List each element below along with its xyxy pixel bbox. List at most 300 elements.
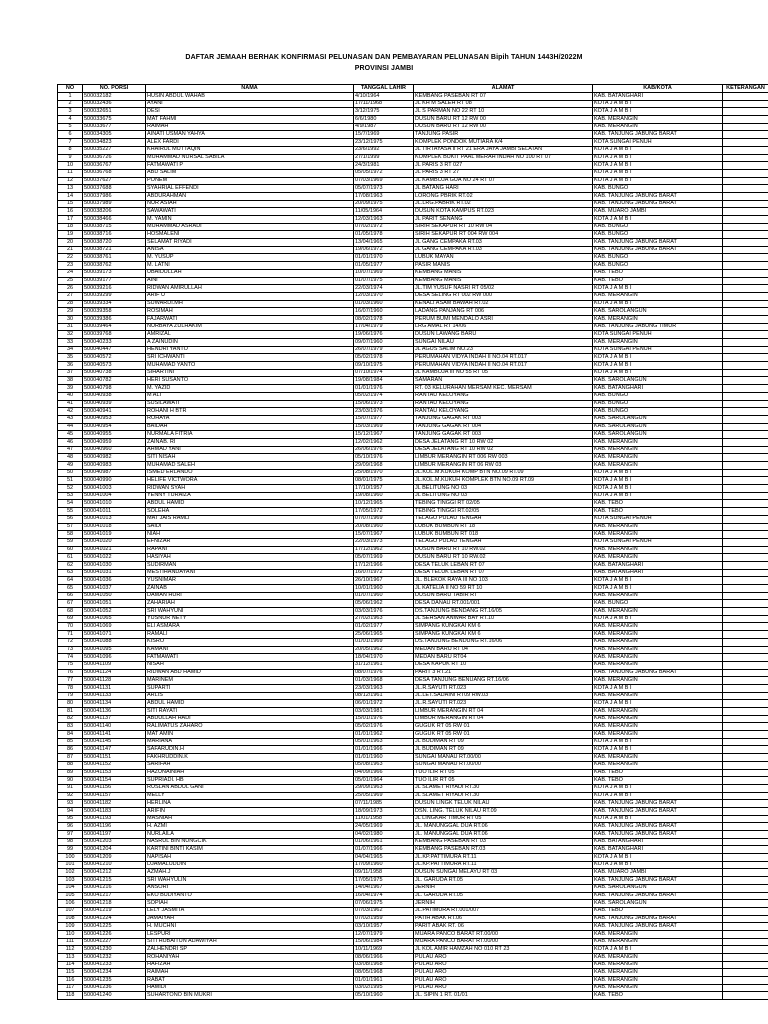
cell-alamat: RANTAU KELOYANG: [414, 408, 593, 416]
table-row: [58, 362, 768, 370]
cell-no-porsi: 500041230: [83, 946, 146, 954]
cell-nama: SIHARTINI: [146, 369, 354, 377]
cell-no: 52: [58, 485, 83, 493]
cell-no-porsi: 500040447: [83, 346, 146, 354]
cell-nama: SUPRIADI. HB: [146, 777, 354, 785]
cell-no: 7: [58, 139, 83, 147]
cell-no-porsi: 500041011: [83, 508, 146, 516]
cell-no: 32: [58, 331, 83, 339]
cell-nama: SOLEHA: [146, 508, 354, 516]
cell-tanggal-lahir: 07/03/1962: [354, 907, 414, 915]
cell-no-porsi: 500041196: [83, 823, 146, 831]
cell-keterangan: [723, 930, 768, 938]
cell-no-porsi: 500041140: [83, 723, 146, 731]
cell-no-porsi: 500036768: [83, 169, 146, 177]
cell-nama: KAMANI: [146, 646, 354, 654]
cell-kab-kota: KOTA J A M B I: [593, 100, 723, 108]
cell-no-porsi: 500037688: [83, 185, 146, 193]
cell-alamat: DUSUN BARU RT 10 RW.02: [414, 546, 593, 554]
table-row: [58, 239, 768, 247]
cell-no: 54: [58, 500, 83, 508]
cell-kab-kota: KOTA J A M B I: [593, 169, 723, 177]
cell-kab-kota: KAB. MERANGIN: [593, 592, 723, 600]
cell-no-porsi: 500041203: [83, 838, 146, 846]
cell-kab-kota: KAB. MERANGIN: [593, 623, 723, 631]
cell-no: 67: [58, 600, 83, 608]
cell-keterangan: [723, 846, 768, 854]
cell-nama: ZAINAB. RI: [146, 438, 354, 446]
cell-no: 33: [58, 339, 83, 347]
cell-kab-kota: KAB. MERANGIN: [593, 930, 723, 938]
cell-no: 112: [58, 946, 83, 954]
table-row: [58, 884, 768, 892]
cell-no: 100: [58, 854, 83, 862]
cell-kab-kota: KOTA J A M B I: [593, 784, 723, 792]
cell-kab-kota: KAB. BUNGO: [593, 262, 723, 270]
cell-nama: KISRO: [146, 638, 354, 646]
cell-no: 8: [58, 146, 83, 154]
cell-alamat: TEBING TINGGI RT 02/05: [414, 500, 593, 508]
cell-no: 22: [58, 254, 83, 262]
cell-no: 27: [58, 292, 83, 300]
cell-kab-kota: KAB. TANJUNG JABUNG BARAT: [593, 923, 723, 931]
cell-kab-kota: KAB. TANJUNG JABUNG BARAT: [593, 800, 723, 808]
cell-alamat: LIMBUR MERANGIN RT 04: [414, 708, 593, 716]
cell-keterangan: [723, 362, 768, 370]
cell-no-porsi: 500041065: [83, 615, 146, 623]
cell-keterangan: [723, 569, 768, 577]
cell-nama: HENDRI YANTO: [146, 346, 354, 354]
table-row: [58, 315, 768, 323]
cell-tanggal-lahir: 26/07/1979: [354, 346, 414, 354]
cell-nama: RAIMAH: [146, 969, 354, 977]
cell-keterangan: [723, 777, 768, 785]
cell-no-porsi: 500038720: [83, 239, 146, 247]
cell-nama: M. YAMIN: [146, 216, 354, 224]
cell-keterangan: [723, 715, 768, 723]
cell-no: 103: [58, 877, 83, 885]
table-row: [58, 615, 768, 623]
table-row: [58, 831, 768, 839]
cell-alamat: LUBUK MAYAN: [414, 254, 593, 262]
cell-tanggal-lahir: 03/03/1981: [354, 708, 414, 716]
cell-kab-kota: KAB. MERANGIN: [593, 646, 723, 654]
table-row: [58, 815, 768, 823]
cell-alamat: SUNGAI MANAU RT.00/00: [414, 754, 593, 762]
cell-nama: HAZUNAINIAH: [146, 769, 354, 777]
cell-nama: ZAHARIAH: [146, 600, 354, 608]
cell-no-porsi: 500041051: [83, 600, 146, 608]
cell-kab-kota: KAB. BATANGHARI: [593, 93, 723, 101]
cell-tanggal-lahir: 25/05/1969: [354, 792, 414, 800]
cell-no-porsi: 500033675: [83, 116, 146, 124]
cell-nama: ARIFIN: [146, 807, 354, 815]
cell-tanggal-lahir: 15/7/1969: [354, 131, 414, 139]
cell-no-porsi: 500041209: [83, 854, 146, 862]
cell-no-porsi: 500041071: [83, 631, 146, 639]
table-row: [58, 700, 768, 708]
cell-alamat: MEDAN BARU RT04: [414, 654, 593, 662]
cell-alamat: JL BATANG HARI: [414, 185, 593, 193]
cell-no: 107: [58, 907, 83, 915]
cell-tanggal-lahir: 17/12/1962: [354, 546, 414, 554]
cell-kab-kota: KAB. BUNGO: [593, 223, 723, 231]
cell-keterangan: [723, 692, 768, 700]
cell-keterangan: [723, 462, 768, 470]
cell-nama: ANSORI: [146, 884, 354, 892]
cell-nama: SYAHRIAL EFFENDI: [146, 185, 354, 193]
table-row: [58, 592, 768, 600]
cell-kab-kota: KAB. TANJUNG JABUNG TIMUR: [593, 323, 723, 331]
cell-alamat: DUSUN LAWANG BARU: [414, 331, 593, 339]
cell-no-porsi: 500041004: [83, 492, 146, 500]
cell-kab-kota: KAB. TANJUNG JABUNG BARAT: [593, 239, 723, 247]
cell-kab-kota: KOTA J A M B I: [593, 815, 723, 823]
cell-alamat: KEMBANG MANIS: [414, 277, 593, 285]
cell-no-porsi: 500041236: [83, 984, 146, 992]
table-row: [58, 408, 768, 416]
cell-no: 40: [58, 392, 83, 400]
cell-no-porsi: 500040738: [83, 369, 146, 377]
table-row: [58, 169, 768, 177]
cell-no-porsi: 500041124: [83, 669, 146, 677]
cell-tanggal-lahir: 15/07/1967: [354, 531, 414, 539]
cell-no: 113: [58, 954, 83, 962]
cell-alamat: TEBING TINGGI RT.02/05: [414, 508, 593, 516]
cell-nama: SUPARTI: [146, 684, 354, 692]
cell-kab-kota: KAB. SAROLANGUN: [593, 900, 723, 908]
cell-no: 102: [58, 869, 83, 877]
cell-nama: NURLAILA: [146, 831, 354, 839]
cell-nama: HUSIN ABDUL WAHAB: [146, 93, 354, 101]
table-row: [58, 254, 768, 262]
cell-kab-kota: KOTA J A M B I: [593, 615, 723, 623]
cell-keterangan: [723, 415, 768, 423]
cell-no: 84: [58, 731, 83, 739]
cell-tanggal-lahir: 05/02/1978: [354, 354, 414, 362]
cell-tanggal-lahir: 17/12/1966: [354, 561, 414, 569]
cell-kab-kota: KOTA J A M B I: [593, 477, 723, 485]
cell-keterangan: [723, 492, 768, 500]
cell-nama: RUSLAN ABDUL GANI: [146, 784, 354, 792]
cell-tanggal-lahir: 06/01/1972: [354, 700, 414, 708]
cell-nama: M. YUSUP: [146, 254, 354, 262]
cell-keterangan: [723, 623, 768, 631]
cell-no: 98: [58, 838, 83, 846]
cell-tanggal-lahir: 19/08/1960: [354, 492, 414, 500]
cell-nama: DAMAN HURI: [146, 592, 354, 600]
cell-nama: SITI HUBAITUN ADAWIYAH: [146, 938, 354, 946]
cell-keterangan: [723, 700, 768, 708]
table-row: [58, 446, 768, 454]
cell-keterangan: [723, 723, 768, 731]
cell-tanggal-lahir: 05/01/1964: [354, 777, 414, 785]
cell-tanggal-lahir: 05/02/1974: [354, 392, 414, 400]
cell-tanggal-lahir: 05/01/1963: [354, 738, 414, 746]
cell-tanggal-lahir: 22/03/1973: [354, 538, 414, 546]
cell-nama: KHAIRUL MUTTAQIN: [146, 146, 354, 154]
cell-nama: SAIDI: [146, 523, 354, 531]
cell-keterangan: [723, 131, 768, 139]
cell-alamat: JL.TIM YUSUF NASRI RT 05/02: [414, 285, 593, 293]
cell-nama: HERI SUSANTO: [146, 377, 354, 385]
cell-alamat: JL KAMBOJA GUA NO 24 RT 07: [414, 177, 593, 185]
cell-kab-kota: KAB. TEBO: [593, 500, 723, 508]
cell-kab-kota: KAB. TEBO: [593, 277, 723, 285]
cell-nama: SAFARUDIN.H: [146, 746, 354, 754]
cell-no: 80: [58, 700, 83, 708]
cell-keterangan: [723, 869, 768, 877]
cell-alamat: MEDAN BARU RT 04: [414, 646, 593, 654]
table-row: [58, 146, 768, 154]
table-row: [58, 531, 768, 539]
cell-alamat: SUNGAI NILAU: [414, 339, 593, 347]
cell-no-porsi: 500041151: [83, 754, 146, 762]
cell-kab-kota: KAB. MERANGIN: [593, 661, 723, 669]
cell-keterangan: [723, 992, 768, 1000]
cell-no: 49: [58, 462, 83, 470]
cell-tanggal-lahir: 09/10/1975: [354, 362, 414, 370]
cell-tanggal-lahir: 03/03/1976: [354, 608, 414, 616]
table-row: [58, 523, 768, 531]
cell-nama: M. LATNI: [146, 262, 354, 270]
cell-no: 38: [58, 377, 83, 385]
cell-tanggal-lahir: 07/11/1985: [354, 800, 414, 808]
cell-keterangan: [723, 961, 768, 969]
cell-tanggal-lahir: 11/05/1964: [354, 208, 414, 216]
table-row: [58, 246, 768, 254]
table-row: [58, 554, 768, 562]
cell-no: 28: [58, 300, 83, 308]
cell-kab-kota: KAB. BUNGO: [593, 392, 723, 400]
cell-tanggal-lahir: 23/03/1976: [354, 408, 414, 416]
cell-tanggal-lahir: 3/12/1975: [354, 108, 414, 116]
cell-no: 21: [58, 246, 83, 254]
cell-alamat: PASIR MANIS: [414, 262, 593, 270]
cell-alamat: KOMPLEK BUKIT PAAL MERAH INDAH NO 100 RT 07: [414, 154, 593, 162]
cell-nama: SUHARTONO BIN MUKRI: [146, 992, 354, 1000]
cell-nama: ANISA: [146, 246, 354, 254]
cell-alamat: JL.KP.PATTIMURA RT.11: [414, 861, 593, 869]
table-row: [58, 869, 768, 877]
cell-no-porsi: 500040955: [83, 431, 146, 439]
cell-alamat: KOMPLEK PONDOK MUTIARA K/4: [414, 139, 593, 147]
cell-alamat: JL.KOL.M.KUKUH KOMP BTN NO.09 RT.09: [414, 469, 593, 477]
cell-no: 16: [58, 208, 83, 216]
table-row: [58, 708, 768, 716]
header-keterangan: KETERANGAN: [723, 85, 768, 93]
cell-keterangan: [723, 315, 768, 323]
table-row: [58, 800, 768, 808]
cell-tanggal-lahir: 01/07/1975: [354, 277, 414, 285]
cell-no: 99: [58, 846, 83, 854]
cell-nama: DJAMALUDDIN: [146, 861, 354, 869]
cell-alamat: SIRIH SEKAPUR RT 004 RW 004: [414, 231, 593, 239]
cell-alamat: JL BELITUNG NO 03: [414, 492, 593, 500]
cell-kab-kota: KOTA J A M B I: [593, 854, 723, 862]
cell-nama: NASRUL BIN NUNGCIK: [146, 838, 354, 846]
cell-nama: ALEX FARDI: [146, 139, 354, 147]
cell-alamat: JL. MANUNGGAL DUA RT.06: [414, 831, 593, 839]
table-row: [58, 961, 768, 969]
cell-alamat: GUGUK RT 05 RW 01: [414, 731, 593, 739]
cell-nama: MAT JAIS RAMLI: [146, 515, 354, 523]
cell-kab-kota: KAB. MERANGIN: [593, 961, 723, 969]
cell-tanggal-lahir: 26/06/1976: [354, 446, 414, 454]
cell-tanggal-lahir: 19/06/1972: [354, 246, 414, 254]
cell-tanggal-lahir: 14/04/1967: [354, 884, 414, 892]
cell-nama: MARIANA: [146, 738, 354, 746]
cell-keterangan: [723, 561, 768, 569]
cell-tanggal-lahir: 23/6/1992: [354, 146, 414, 154]
table-row: [58, 369, 768, 377]
cell-no: 3: [58, 108, 83, 116]
table-row: [58, 323, 768, 331]
cell-nama: ROSIMAH: [146, 308, 354, 316]
cell-no: 77: [58, 677, 83, 685]
cell-alamat: SUNGAI MANAU RT.00/00: [414, 761, 593, 769]
cell-nama: FAKHRUDDIN.K: [146, 754, 354, 762]
cell-keterangan: [723, 285, 768, 293]
cell-kab-kota: KAB. TANJUNG JABUNG BARAT: [593, 669, 723, 677]
cell-kab-kota: KAB. MUARO JAMBI: [593, 869, 723, 877]
cell-tanggal-lahir: 03/02/1995: [354, 984, 414, 992]
cell-no: 5: [58, 123, 83, 131]
cell-tanggal-lahir: 19/06/1976: [354, 331, 414, 339]
table-row: [58, 438, 768, 446]
table-row: [58, 677, 768, 685]
cell-tanggal-lahir: 01/01/1962: [354, 731, 414, 739]
cell-no-porsi: 500040960: [83, 446, 146, 454]
cell-kab-kota: KOTA SUNGAI PENUH: [593, 515, 723, 523]
cell-tanggal-lahir: 01/01/1966: [354, 746, 414, 754]
cell-keterangan: [723, 277, 768, 285]
table-row: [58, 538, 768, 546]
cell-alamat: JL.PATIMURA RT.001/007: [414, 907, 593, 915]
cell-nama: RAIMAH: [146, 123, 354, 131]
cell-no: 66: [58, 592, 83, 600]
cell-nama: HELIFE VICTWORA: [146, 477, 354, 485]
cell-alamat: LIMBUR MERANGIN RT 006 RW 003: [414, 454, 593, 462]
cell-nama: SUDIRMAN: [146, 561, 354, 569]
cell-no-porsi: 500041204: [83, 846, 146, 854]
cell-alamat: DS.TANJUNG BENDUNG RT.16/06: [414, 638, 593, 646]
cell-kab-kota: KAB. MERANGIN: [593, 315, 723, 323]
cell-kab-kota: KOTA J A M B I: [593, 108, 723, 116]
cell-keterangan: [723, 769, 768, 777]
cell-alamat: JL. BLEKOK RAYA III NO 103: [414, 577, 593, 585]
cell-alamat: DSN. LING. TELUK NILAU RT.09: [414, 807, 593, 815]
cell-nama: FATMAWATI P: [146, 162, 354, 170]
cell-tanggal-lahir: 17/10/1957: [354, 485, 414, 493]
cell-no-porsi: 500033677: [83, 123, 146, 131]
cell-keterangan: [723, 654, 768, 662]
cell-alamat: PARIT ABAK RT. 06: [414, 923, 593, 931]
cell-no-porsi: 500032182: [83, 93, 146, 101]
cell-no-porsi: 500032651: [83, 108, 146, 116]
cell-keterangan: [723, 300, 768, 308]
table-row: [58, 292, 768, 300]
cell-no-porsi: 500041030: [83, 561, 146, 569]
cell-nama: SUSILAWATI: [146, 400, 354, 408]
cell-alamat: RT. 03 KELURAHAN MERSAM KEC. MERSAM: [414, 385, 593, 393]
cell-alamat: TANJUNG PASIR: [414, 131, 593, 139]
cell-keterangan: [723, 246, 768, 254]
table-row: [58, 346, 768, 354]
cell-kab-kota: KOTA J A M B I: [593, 300, 723, 308]
cell-no-porsi: 500041137: [83, 715, 146, 723]
cell-no-porsi: 500040233: [83, 339, 146, 347]
cell-no: 18: [58, 223, 83, 231]
cell-tanggal-lahir: 01/05/1978: [354, 231, 414, 239]
cell-kab-kota: KAB. TANJUNG JABUNG BARAT: [593, 200, 723, 208]
table-row: [58, 600, 768, 608]
cell-kab-kota: KOTA J A M B I: [593, 154, 723, 162]
cell-kab-kota: KOTA J A M B I: [593, 485, 723, 493]
cell-keterangan: [723, 708, 768, 716]
cell-no-porsi: 500041018: [83, 523, 146, 531]
cell-tanggal-lahir: 10/11/1969: [354, 946, 414, 954]
cell-no: 39: [58, 385, 83, 393]
cell-nama: NURMALA FITRIA: [146, 431, 354, 439]
cell-keterangan: [723, 738, 768, 746]
cell-keterangan: [723, 116, 768, 124]
cell-no: 63: [58, 569, 83, 577]
cell-no-porsi: 500039768: [83, 331, 146, 339]
cell-tanggal-lahir: 08/07/1976: [354, 669, 414, 677]
cell-tanggal-lahir: 17/05/1972: [354, 508, 414, 516]
cell-nama: ARIF U: [146, 292, 354, 300]
cell-alamat: JL. GARUDA RT.05: [414, 892, 593, 900]
cell-kab-kota: KOTA SUNGAI PENUH: [593, 346, 723, 354]
cell-no: 68: [58, 608, 83, 616]
cell-nama: MAT FAHMI: [146, 116, 354, 124]
cell-tanggal-lahir: 17/05/1975: [354, 877, 414, 885]
cell-no: 87: [58, 754, 83, 762]
cell-nama: NURBAYA ZULHAKIM: [146, 323, 354, 331]
table-body: [58, 93, 768, 1000]
cell-no-porsi: 500041233: [83, 961, 146, 969]
cell-tanggal-lahir: 12/07/1979: [354, 930, 414, 938]
cell-no: 45: [58, 431, 83, 439]
cell-no: 82: [58, 715, 83, 723]
table-row: [58, 123, 768, 131]
cell-kab-kota: KAB. MERANGIN: [593, 454, 723, 462]
cell-no: 53: [58, 492, 83, 500]
cell-no-porsi: 500041218: [83, 900, 146, 908]
cell-nama: HOSMALENI: [146, 231, 354, 239]
cell-keterangan: [723, 354, 768, 362]
cell-tanggal-lahir: 25/08/1970: [354, 469, 414, 477]
cell-alamat: DESA JELATANG RT 10 RW 02: [414, 438, 593, 446]
cell-no-porsi: 500041134: [83, 700, 146, 708]
table-row: [58, 339, 768, 347]
table-row: [58, 308, 768, 316]
table-row: [58, 784, 768, 792]
cell-no: 11: [58, 169, 83, 177]
cell-no-porsi: 500038206: [83, 208, 146, 216]
cell-kab-kota: KAB. MERANGIN: [593, 969, 723, 977]
cell-nama: EFNIZAR: [146, 538, 354, 546]
cell-kab-kota: KAB. MERANGIN: [593, 292, 723, 300]
cell-no: 23: [58, 262, 83, 270]
table-row: [58, 907, 768, 915]
cell-no: 81: [58, 708, 83, 716]
table-row: [58, 969, 768, 977]
cell-no: 104: [58, 884, 83, 892]
cell-alamat: JL BUDIMAN RT 09: [414, 746, 593, 754]
cell-tanggal-lahir: 12/02/1962: [354, 438, 414, 446]
